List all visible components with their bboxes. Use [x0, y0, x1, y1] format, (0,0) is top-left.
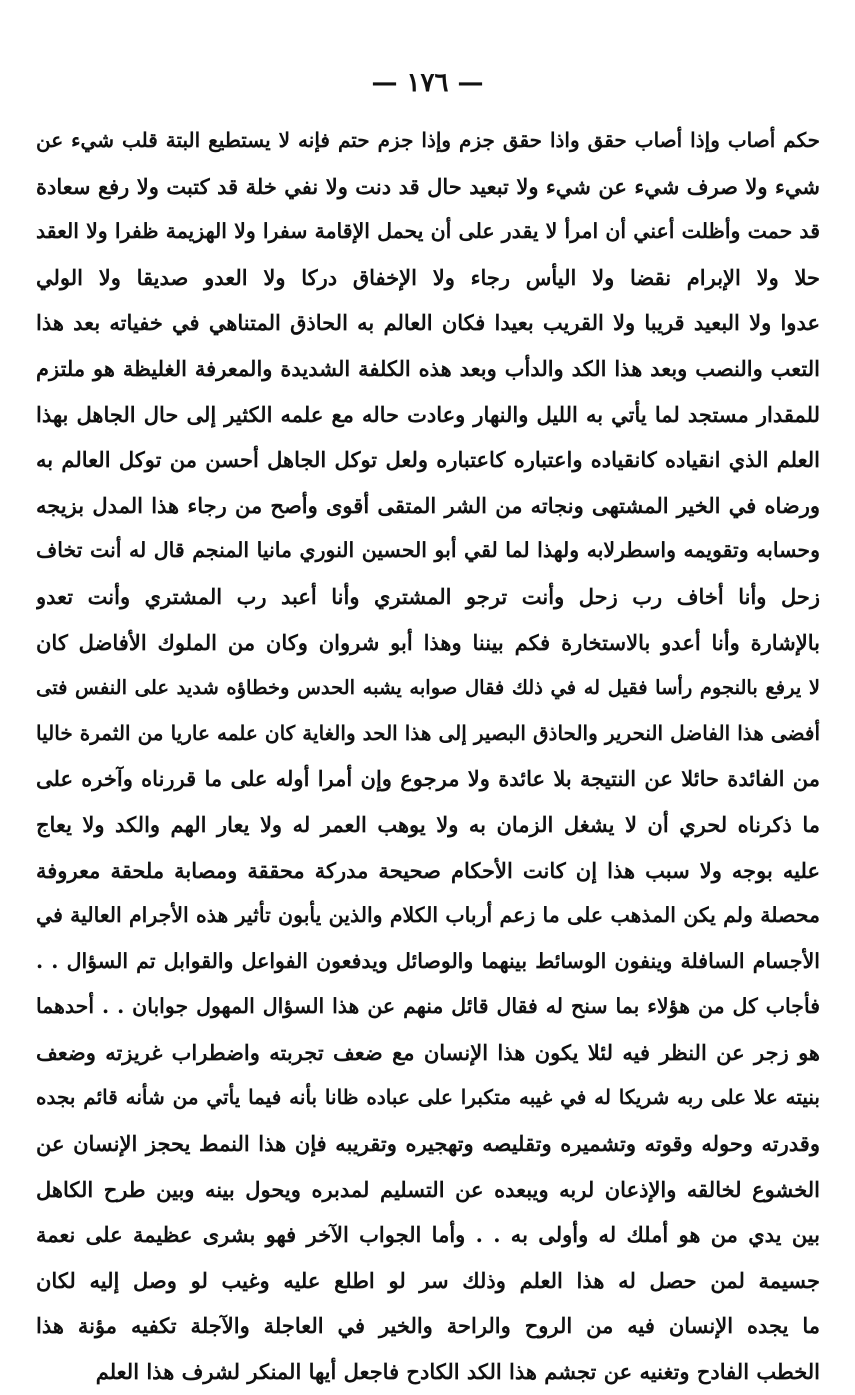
text-line: فأجاب كل من هؤلاء بما سنح له فقال قائل منهم عن هذا السؤال المهول جوابان . . أحدهما [36, 994, 820, 1019]
text-line: عدوا ولا البعيد قريبا ولا القريب بعيدا فكان العالم به الحاذق المتناهي في خفياته بعد هذا [36, 310, 820, 336]
text-line: الخطب الفادح وتغنيه عن تجشم هذا الكد الكادح فاجعل أيها المنكر لشرف هذا العلم [95, 1359, 820, 1385]
text-line: عليه بوجه ولا سبب هذا إن كانت الأحكام صحيحة مدركة محققة ومصابة ملحقة معروفة [36, 857, 820, 883]
text-line: حلا ولا الإبرام نقضا ولا اليأس رجاء ولا الإخفاق دركا ولا العدو صديقا ولا الولي [36, 264, 820, 290]
text-line: بنيته علا على ربه شريكا له في غيبه متكبرا على عباده ظانا بأنه فيما يأتي من شأنه قائم بجده [36, 1085, 820, 1110]
text-line: جسيمة لمن حصل له هذا العلم وذلك سر لو اطلع عليه وغيب لو وصل إليه لكان [36, 1267, 820, 1293]
text-line: هو زجر عن النظر فيه لئلا يكون هذا الإنسان مع ضعف تجربته واضطراب غريزته وضعف [36, 1039, 820, 1065]
text-line: زحل وأنا أخاف رب زحل وأنت ترجو المشتري وأنا أعبد رب المشتري وأنت تعدو [36, 583, 820, 609]
text-line: قد حمت وأظلت أعني أن امرأ لا يقدر على أن يحمل الإقامة سفرا ولا الهزيمة ظفرا ولا العقد [36, 219, 820, 244]
text-line: ما ذكرناه لحري أن لا يشغل الزمان به ولا يوهب العمر له ولا يعار الهم والكد ولا يعاج [36, 811, 820, 837]
text-line: حكم أصاب وإذا أصاب حقق واذا حقق جزم وإذا جزم حتم فإنه لا يستطيع البتة قلب شيء عن [36, 128, 820, 152]
text-line: الخشوع لخالقه والإذعان لربه ويبعده عن التسليم لمدبره ويحول بينه وبين طرح الكاهل [36, 1176, 820, 1202]
page-number: — ١٧٦ — [371, 68, 484, 98]
text-line: أفضى هذا الفاضل النحرير والحاذق البصير إلى هذا الحد والغاية كان علمه عاريا من الثمرة خاليا [36, 720, 820, 745]
text-line: ما يجده الإنسان فيه من الروح والراحة والخير في العاجلة والآجلة تكفيه مؤنة هذا [36, 1313, 820, 1339]
text-line: للمقدار مستجد لما يأتي به الليل والنهار وعادت حاله مع علمه الكثير إلى حال الجاهل بهذا [36, 401, 820, 427]
text-line: وقدرته وحوله وقوته وتشميره وتقليصه وتهجيره وتقريبه فإن هذا النمط يحجز الإنسان عن [36, 1131, 820, 1157]
text-line: العلم الذي انقياده كانقياده واعتباره كاعتباره ولعل توكل الجاهل أحسن من توكل العالم به [36, 447, 820, 473]
text-line: محصلة ولم يكن المذهب على ما زعم أرباب الكلام والذين يأبون تأثير هذه الأجرام العالية في [36, 903, 820, 928]
text-line: من الفائدة حائلا عن النتيجة بلا عائدة ولا مرجوع وإن أمرا أوله على ما قررناه وآخره على [36, 766, 820, 792]
text-line: وحسابه وتقويمه واسطرلابه ولهذا لما لقي أبو الحسين النوري مانيا المنجم قال له أنت تخاف [36, 538, 820, 563]
body-text [36, 118, 820, 1395]
text-line: لا يرفع بالنجوم رأسا فقيل له في ذلك فقال صوابه يشبه الحدس وخطاؤه شديد على النفس فتى [36, 676, 820, 700]
text-line: التعب والنصب وبعد هذا الكد والدأب وبعد هذه الكلفة الشديدة والمعرفة الغليظة هو ملتزم [36, 355, 820, 381]
text-line: ورضاه في الخير المشتهى ونجاته من الشر المتقى أقوى وأصح من رجاء هذا المدل بزيجه [36, 492, 820, 518]
text-line: الأجسام السافلة وينفون الوسائط بينهما والوصائل ويدفعون الفواعل والقوابل تم السؤال . . [36, 948, 820, 973]
text-line: بالإشارة وأنا أعدو بالاستخارة فكم بيننا وهذا أبو شروان وكان من الملوك الأفاضل كان [36, 629, 820, 655]
text-line: شيء ولا صرف شيء عن شيء ولا تبعيد حال قد دنت ولا نفي خلة قد كتبت ولا رفع سعادة [36, 173, 820, 199]
text-line: بين يدي من هو أملك له وأولى به . . وأما الجواب الآخر فهو بشرى عظيمة على نعمة [36, 1222, 820, 1248]
